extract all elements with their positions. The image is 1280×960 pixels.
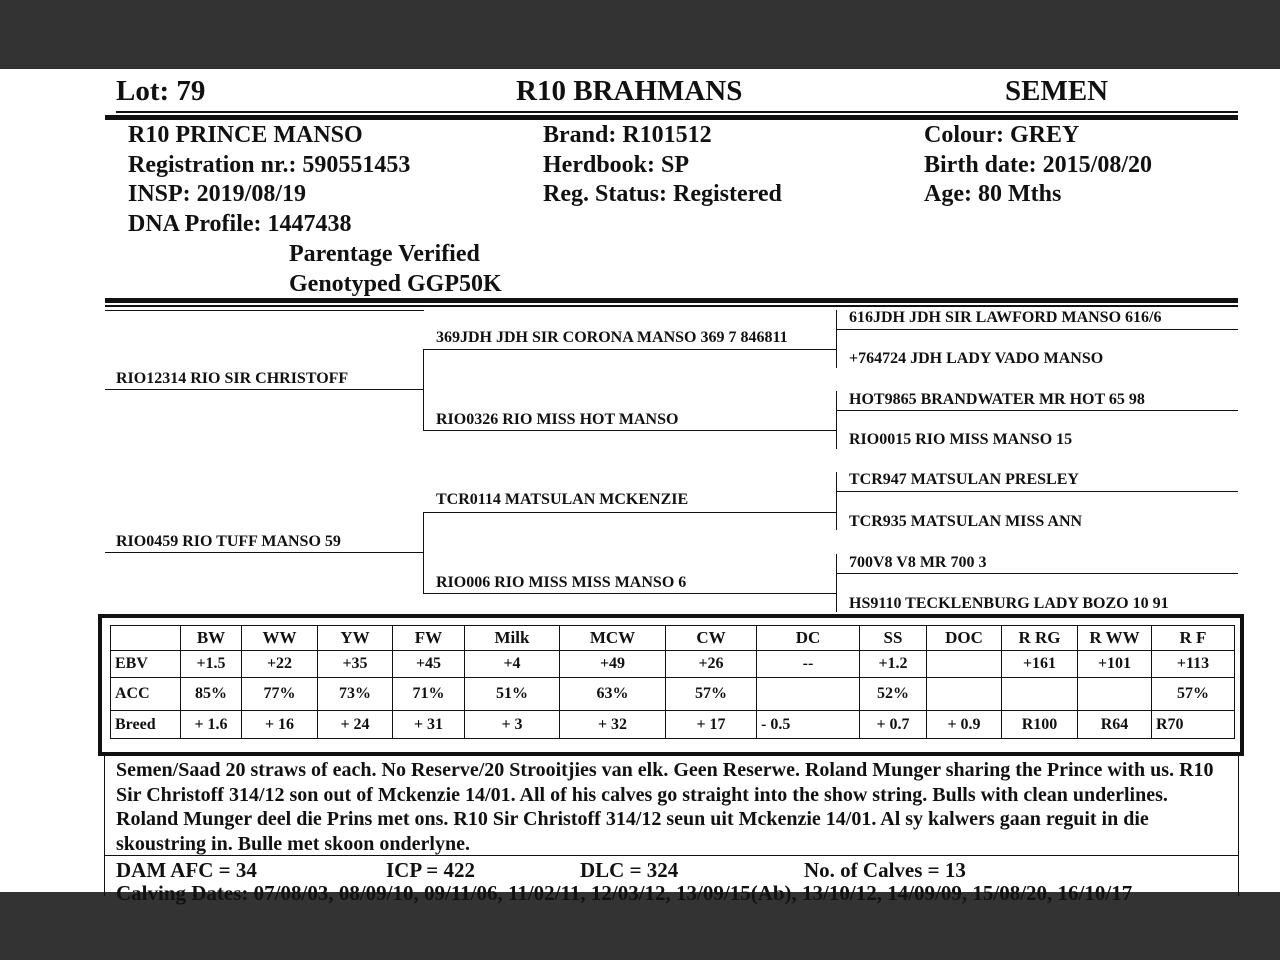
acc-cell <box>1002 678 1078 711</box>
pedigree-ggp-6: TCR935 MATSULAN MISS ANN <box>849 513 1083 530</box>
breed-cell: + 0.7 <box>860 711 927 739</box>
ebv-header-cell: SS <box>860 626 927 651</box>
sire-sire-line <box>423 349 836 350</box>
pedigree-sire: RIO12314 RIO SIR CHRISTOFF <box>116 370 349 387</box>
lot-number: 79 <box>176 75 206 107</box>
sire-dam-line <box>423 430 836 431</box>
ebv-row-label: EBV <box>111 651 181 678</box>
insp-date: INSP: 2019/08/19 <box>128 181 307 207</box>
dam-dam-line <box>423 593 836 594</box>
acc-cell: 57% <box>1152 678 1235 711</box>
ebv-header-cell: R RG <box>1002 626 1078 651</box>
breed-cell: + 32 <box>560 711 666 739</box>
pedigree-dam: RIO0459 RIO TUFF MANSO 59 <box>116 533 341 550</box>
ebv-row <box>111 651 1235 678</box>
ebv-cell: +22 <box>242 651 318 678</box>
ebv-table <box>110 625 1235 739</box>
ggp-line-1 <box>836 329 1238 330</box>
ebv-header-cell: MCW <box>560 626 666 651</box>
breed-cell: R64 <box>1078 711 1152 739</box>
pedigree-ggp-1: 616JDH JDH SIR LAWFORD MANSO 616/6 <box>849 309 1162 326</box>
ebv-cell: -- <box>757 651 860 678</box>
dam-afc: DAM AFC = 34 <box>116 858 257 882</box>
ebv-cell: +113 <box>1152 651 1235 678</box>
brand: Brand: R101512 <box>543 122 712 148</box>
ebv-cell: +45 <box>393 651 465 678</box>
acc-cell: 57% <box>666 678 757 711</box>
ebv-header-row <box>111 626 1235 651</box>
breed-cell: + 16 <box>242 711 318 739</box>
comments-divider <box>104 855 1239 856</box>
acc-cell: 73% <box>318 678 393 711</box>
ebv-header-cell: YW <box>318 626 393 651</box>
herdbook: Herdbook: SP <box>543 152 690 178</box>
pedigree-ggp-3: HOT9865 BRANDWATER MR HOT 65 98 <box>849 391 1145 408</box>
pedigree-ggp-8: HS9110 TECKLENBURG LADY BOZO 10 91 <box>849 595 1169 612</box>
parentage-status: Parentage Verified <box>289 241 480 267</box>
ebv-cell: +101 <box>1078 651 1152 678</box>
lot-comments: Semen/Saad 20 straws of each. No Reserve/20 Strooitjies van elk. Geen Reserwe. Roland Munger sharing the Prince with us. R10 Sir Christoff 314/12 son out of Mckenzie 14/01. All of his calves go straight into the show string. Bulls with clean underlines. Roland Munger deel die Prins met ons. R10 Sir Christoff 314/12 seun uit Mckenzie 14/01. Al sy kalwers gaan reguit in die skoustring in. Bulle met skoon onderlyne. <box>116 759 1214 855</box>
acc-cell: 51% <box>465 678 560 711</box>
age: Age: 80 Mths <box>924 181 1062 207</box>
ebv-cell <box>927 651 1002 678</box>
gg-bracket-2 <box>836 391 837 449</box>
dam-bracket <box>423 512 424 594</box>
ggp-line-7 <box>836 573 1238 574</box>
pedigree-ggp-5: TCR947 MATSULAN PRESLEY <box>849 471 1079 488</box>
dam-icp: ICP = 422 <box>386 858 475 882</box>
lot-label: Lot: 79 <box>116 75 206 107</box>
ebv-cell: +1.2 <box>860 651 927 678</box>
acc-cell: 63% <box>560 678 666 711</box>
breed-cell: + 31 <box>393 711 465 739</box>
ebv-cell: +26 <box>666 651 757 678</box>
breed-cell: + 17 <box>666 711 757 739</box>
dam-dlc: DLC = 324 <box>580 858 679 882</box>
ebv-table-frame <box>98 614 1244 756</box>
header-rule-thin <box>116 111 1238 113</box>
registration-number: Registration nr.: 590551453 <box>128 152 411 178</box>
acc-cell: 71% <box>393 678 465 711</box>
birth-date: Birth date: 2015/08/20 <box>924 152 1152 178</box>
ebv-header-cell <box>111 626 181 651</box>
ebv-header-cell: CW <box>666 626 757 651</box>
pedigree-dam-dam: RIO006 RIO MISS MISS MANSO 6 <box>436 574 687 591</box>
top-line <box>105 310 424 311</box>
ebv-header-cell: R WW <box>1078 626 1152 651</box>
gg-bracket-1 <box>836 310 837 368</box>
reg-status: Reg. Status: Registered <box>543 181 782 207</box>
ebv-cell: +49 <box>560 651 666 678</box>
acc-row-label: ACC <box>111 678 181 711</box>
pedigree-dam-sire: TCR0114 MATSULAN MCKENZIE <box>436 491 689 508</box>
ebv-header-cell: DC <box>757 626 860 651</box>
breed-cell: + 24 <box>318 711 393 739</box>
pedigree-sire-sire: 369JDH JDH SIR CORONA MANSO 369 7 846811 <box>436 329 788 346</box>
header-rule-thick <box>105 115 1238 120</box>
ebv-cell: +4 <box>465 651 560 678</box>
comments-border-left <box>104 756 105 896</box>
ebv-header-cell: FW <box>393 626 465 651</box>
ggp-line-5 <box>836 491 1238 492</box>
lot-page <box>0 69 1280 905</box>
ebv-header-cell: Milk <box>465 626 560 651</box>
breed-cell: - 0.5 <box>757 711 860 739</box>
acc-cell <box>1078 678 1152 711</box>
breed-row-label: Breed <box>111 711 181 739</box>
category-label: SEMEN <box>1005 75 1109 107</box>
dam-sire-line <box>423 512 836 513</box>
acc-cell: 77% <box>242 678 318 711</box>
ebv-header-cell: BW <box>181 626 242 651</box>
breed-cell: + 0.9 <box>927 711 1002 739</box>
dna-profile: DNA Profile: 1447438 <box>128 211 352 237</box>
animal-name: R10 PRINCE MANSO <box>128 122 363 148</box>
ebv-cell: +35 <box>318 651 393 678</box>
pedigree-ggp-2: +764724 JDH LADY VADO MANSO <box>849 350 1104 367</box>
gg-bracket-3 <box>836 472 837 530</box>
breed-row <box>111 711 1235 739</box>
breed-cell: + 3 <box>465 711 560 739</box>
info-rule-thick <box>105 298 1238 303</box>
ggp-line-3 <box>836 410 1238 411</box>
sire-bracket <box>423 349 424 431</box>
ebv-cell: +161 <box>1002 651 1078 678</box>
ebv-cell: +1.5 <box>181 651 242 678</box>
acc-cell: 52% <box>860 678 927 711</box>
breed-cell: R100 <box>1002 711 1078 739</box>
ebv-header-cell: DOC <box>927 626 1002 651</box>
pedigree-ggp-4: RIO0015 RIO MISS MANSO 15 <box>849 431 1073 448</box>
acc-cell: 85% <box>181 678 242 711</box>
acc-row <box>111 678 1235 711</box>
colour: Colour: GREY <box>924 122 1080 148</box>
breed-cell: + 1.6 <box>181 711 242 739</box>
info-rule-thin <box>105 305 1238 307</box>
pedigree-sire-dam: RIO0326 RIO MISS HOT MANSO <box>436 411 679 428</box>
ebv-header-cell: WW <box>242 626 318 651</box>
pedigree-ggp-7: 700V8 V8 MR 700 3 <box>849 554 987 571</box>
breed-cell: R70 <box>1152 711 1235 739</box>
dam-line <box>105 552 424 553</box>
sire-line <box>105 389 424 390</box>
dam-no-calves: No. of Calves = 13 <box>804 858 966 882</box>
dam-calving-dates: Calving Dates: 07/08/03, 08/09/10, 09/11/06, 11/02/11, 12/03/12, 13/09/15(Ab), 13/10/12, 14/09/09, 15/08/20, 16/10/17 <box>116 881 1133 905</box>
gg-bracket-4 <box>836 554 837 612</box>
ebv-header-cell: R F <box>1152 626 1235 651</box>
acc-cell <box>757 678 860 711</box>
comments-border-right <box>1238 756 1239 896</box>
acc-cell <box>927 678 1002 711</box>
breeder-title: R10 BRAHMANS <box>516 75 743 107</box>
genotyped-status: Genotyped GGP50K <box>289 271 502 297</box>
